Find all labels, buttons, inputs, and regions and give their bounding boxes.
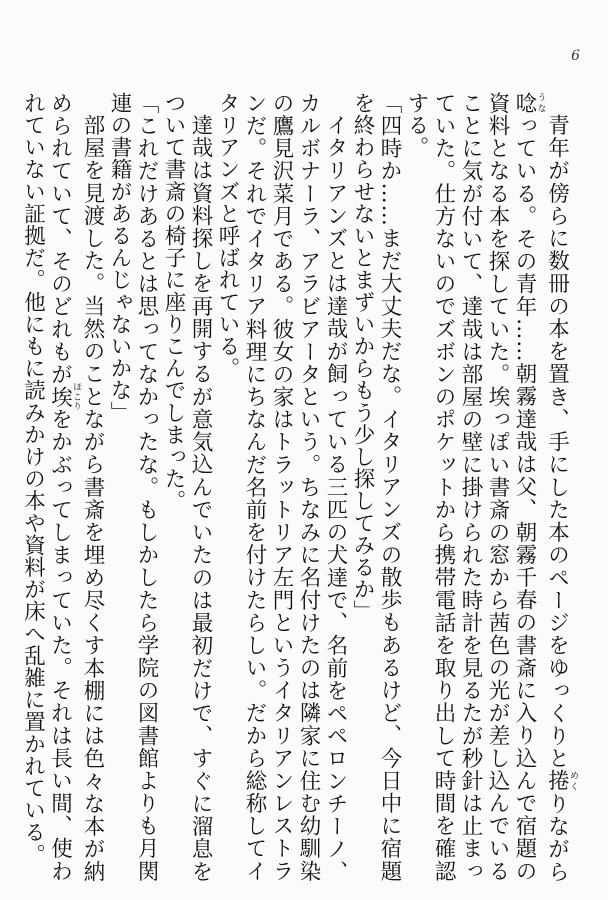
- paragraph-1-part-b: りながら: [544, 792, 570, 882]
- paragraph-5-dialogue: 「これだけあるとは思ってなかったな。もしかしたら学院の図書館よりも月関連の書籍があるんじゃないかな」: [107, 92, 159, 882]
- paragraph-4: 達哉は資料探しを再開するが意気込んでいたのは最初だけで、すぐに溜息をついて書斎の椅子に座りこんでしまった。: [161, 92, 213, 882]
- ruby-mekuri: 捲めく: [544, 769, 578, 793]
- novel-text: [20, 92, 578, 882]
- paragraph-6: [20, 92, 107, 882]
- paragraph-6-part-b: をかぶってしまっていた。それは長い間、使われていない証拠だ。他にもに読みかけの本や資料が床へ乱雑に置かれている。: [20, 92, 73, 882]
- ruby-una: 唸うな: [512, 92, 546, 115]
- paragraph-3: イタリアンズとは達哉が飼っている三匹の犬達で、名前をペペロンチーノ、カルボナーラ、アラビアータという。ちなみに名付けたのは隣家に住む幼馴染の鷹見沢菜月である。彼女の家はトラットリア左門というイタリアンレストランだ。それでイタリア料理にちなんだ名前を付けたらしい。だから総称してイタリアンズと呼ばれている。: [215, 92, 348, 882]
- paragraph-6-part-a: 部屋を見渡した。当然のことながら書斎を埋め尽くす本棚には色々な本が納められていて、そのどれもが: [47, 92, 105, 882]
- ruby-hokori: 埃ほこり: [47, 382, 81, 412]
- paragraph-2-dialogue: 「四時か……まだ大丈夫だな。イタリアンズの散歩もあるけど、今日中に宿題を終わらせないとまずいからもう少し探してみるか」: [350, 92, 402, 882]
- page-number: 6: [571, 48, 580, 64]
- paragraph-1-part-a: 青年が傍らに数冊の本を置き、手にした本のページをゆっくりと: [544, 113, 570, 770]
- paragraph-1: [403, 92, 578, 882]
- paragraph-1-part-c: っている。その青年……朝霧達哉は父、朝霧千春の書斎に入り込んで宿題の資料となる本を探していた。埃っぽい書斎の窓から茜色の光が差し込んでいることに気が付いて、達哉は部屋の壁に掛けられた時計を見るたが秒針は止まっていた。仕方ないのでズボンのポケットから携帯電話を取り出して時間を確認する。: [404, 92, 537, 882]
